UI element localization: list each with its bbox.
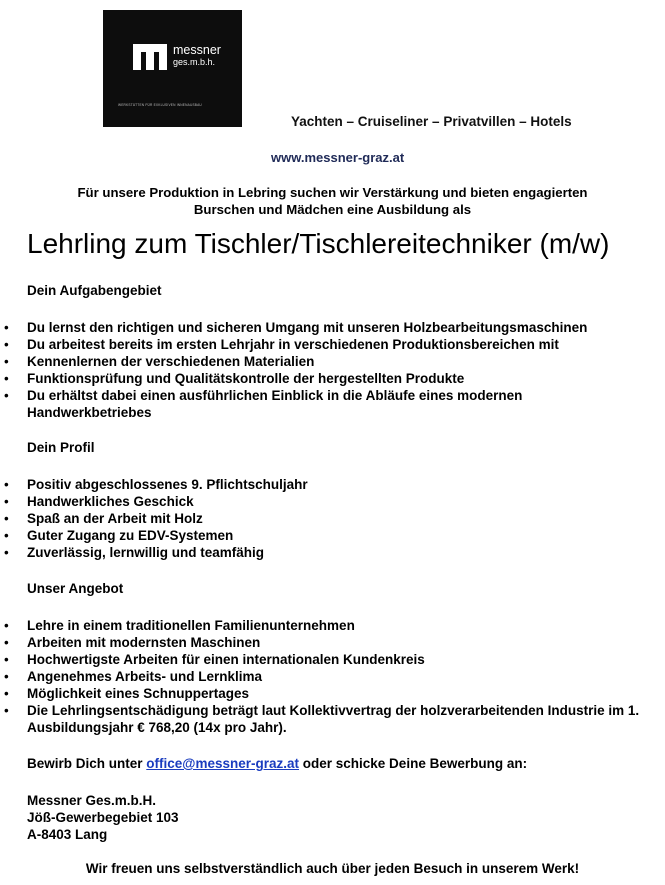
profile-list [0, 476, 660, 561]
section-title-offer: Unser Angebot [27, 581, 124, 596]
website-link[interactable]: www.messner-graz.at [271, 150, 405, 165]
list-item: • Kennenlernen der verschiedenen Materialien [0, 353, 660, 370]
list-item: • Möglichkeit eines Schnuppertages [0, 685, 660, 702]
apply-prefix: Bewirb Dich unter [27, 756, 143, 771]
messner-m-icon [133, 44, 167, 70]
list-item: • Arbeiten mit modernsten Maschinen [0, 634, 660, 651]
logo-tagline: WERKSTÄTTEN FÜR EXKLUSIVEN INNENAUSBAU [118, 103, 202, 107]
address-street: Jöß-Gewerbegebiet 103 [27, 810, 179, 825]
address-company: Messner Ges.m.b.H. [27, 793, 157, 808]
list-item: • Angenehmes Arbeits- und Lernklima [0, 668, 660, 685]
section-title-profile: Dein Profil [27, 440, 95, 455]
offer-list [0, 617, 660, 736]
postal-address [27, 792, 179, 843]
email-link[interactable]: office@messner-graz.at [146, 756, 299, 771]
list-item: • Guter Zugang zu EDV-Systemen [0, 527, 660, 544]
address-city: A-8403 Lang [27, 827, 108, 842]
apply-suffix: oder schicke Deine Bewerbung an: [302, 756, 528, 771]
company-logo [103, 10, 242, 127]
list-item: • Du lernst den richtigen und sicheren Umgang mit unseren Holzbearbeitungsmaschinen [0, 319, 660, 336]
intro-line-2: Burschen und Mädchen eine Ausbildung als [193, 202, 472, 217]
list-item: • Du arbeitest bereits im ersten Lehrjahr in verschiedenen Produktionsbereichen mit [0, 336, 660, 353]
list-item: • Zuverlässig, lernwillig und teamfähig [0, 544, 660, 561]
list-item: • Lehre in einem traditionellen Familienunternehmen [0, 617, 660, 634]
intro-line-1: Für unsere Produktion in Lebring suchen wir Verstärkung und bieten engagierten [77, 185, 588, 200]
intro-text [0, 184, 665, 218]
list-item: • Handwerkliches Geschick [0, 493, 660, 510]
job-title: Lehrling zum Tischler/Tischlereitechniker (m/w) [27, 228, 610, 259]
company-tagline: Yachten – Cruiseliner – Privatvillen – Hotels [291, 114, 572, 129]
list-item: • Hochwertigste Arbeiten für einen internationalen Kundenkreis [0, 651, 660, 668]
logo-name: messner [173, 43, 221, 57]
tasks-list [0, 319, 660, 421]
list-item: • Funktionsprüfung und Qualitätskontrolle der hergestellten Produkte [0, 370, 660, 387]
list-item: • Positiv abgeschlossenes 9. Pflichtschuljahr [0, 476, 660, 493]
application-instruction [27, 756, 527, 771]
list-item: • Die Lehrlingsentschädigung beträgt laut Kollektivvertrag der holzverarbeitenden Industrie im 1. Ausbildungsjahr € 768,20 (14x pro Jahr). [0, 702, 660, 736]
closing-text: Wir freuen uns selbstverständlich auch über jeden Besuch in unserem Werk! [85, 861, 580, 876]
logo-subtitle: ges.m.b.h. [173, 57, 216, 67]
list-item: • Spaß an der Arbeit mit Holz [0, 510, 660, 527]
list-item: • Du erhältst dabei einen ausführlichen Einblick in die Abläufe eines modernen Handwerkbetriebes [0, 387, 567, 421]
section-title-tasks: Dein Aufgabengebiet [27, 283, 162, 298]
